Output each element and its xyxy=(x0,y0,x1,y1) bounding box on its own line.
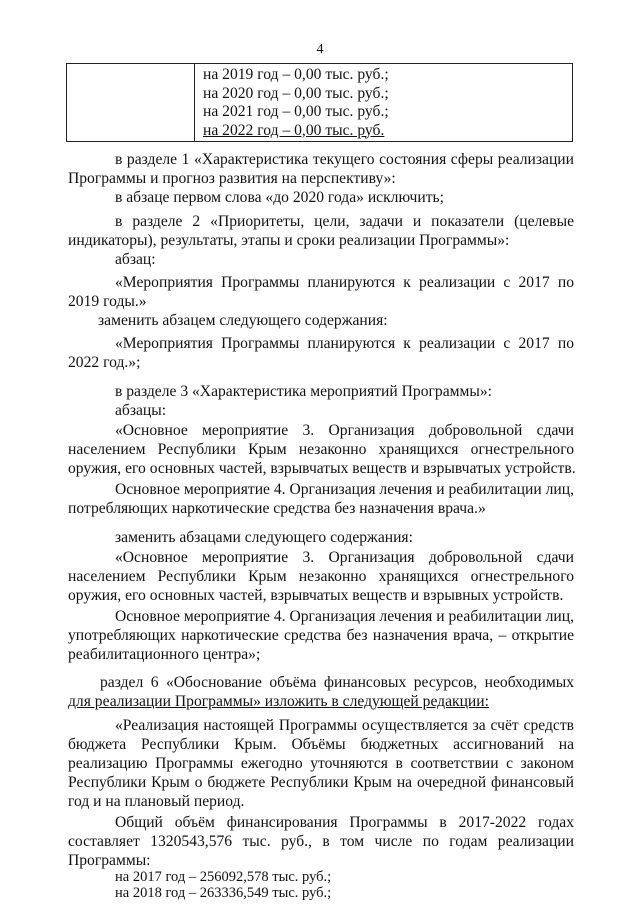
paragraph-remove-words: в абзаце первом слова «до 2020 года» исключить; xyxy=(115,189,444,206)
paragraph-section6-l1: раздел 6 «Обоснование объёма финансовых ресурсов, необходимых xyxy=(100,674,574,691)
paragraph-total-l1: Общий объём финансирования Программы в 2017-2022 годах xyxy=(115,814,574,831)
paragraph-measure3-old-l3: оружия, его основных частей, взрывчатых веществ и взрывчатых устройств. xyxy=(68,460,576,477)
page-number: 4 xyxy=(316,42,324,57)
paragraph-measure3-new-l2: населением Республики Крым незаконно хранящихся огнестрельного xyxy=(68,568,574,585)
paragraph-new-text-l2: 2022 год.»; xyxy=(68,354,141,371)
paragraph-measure4-new-l1: Основное мероприятие 4. Организация лечения и реабилитации лиц, xyxy=(115,608,574,625)
paragraph-total-l3: Программы: xyxy=(68,852,151,869)
year-2018-line: на 2018 год – 263336,549 тыс. руб.; xyxy=(115,885,332,901)
paragraph-realization-l1: «Реализация настоящей Программы осуществляется за счёт средств xyxy=(115,717,574,734)
paragraph-measure3-new-l1: «Основное мероприятие 3. Организация добровольной сдачи xyxy=(115,549,574,566)
paragraph-section2-l1: в разделе 2 «Приоритеты, цели, задачи и показатели (целевые xyxy=(115,213,574,230)
funding-table xyxy=(66,63,573,142)
table-row xyxy=(67,64,573,142)
paragraph-measure4-old-l1: Основное мероприятие 4. Организация лечения и реабилитации лиц, xyxy=(115,481,574,498)
paragraph-measure3-old-l1: «Основное мероприятие 3. Организация добровольной сдачи xyxy=(115,422,574,439)
paragraph-measure4-old-l2: потребляющих наркотические средства без назначения врача.» xyxy=(68,500,486,517)
paragraph-abzacy: абзацы: xyxy=(115,402,167,419)
paragraph-replace-abzacy: заменить абзацами следующего содержания: xyxy=(115,529,413,546)
table-line: на 2021 год – 0,00 тыс. руб.; xyxy=(203,103,389,120)
paragraph-abzac: абзац: xyxy=(115,251,156,268)
paragraph-section1-l2: Программы и прогноз развития на перспективу»: xyxy=(68,170,396,187)
paragraph-measure3-old-l2: населением Республики Крым незаконно хранящихся огнестрельного xyxy=(68,441,574,458)
table-empty-cell xyxy=(67,64,195,142)
paragraph-realization-l2: бюджета Республики Крым. Объёмы бюджетных ассигнований на xyxy=(68,736,574,753)
year-2017-line: на 2017 год – 256092,578 тыс. руб.; xyxy=(115,869,332,885)
paragraph-old-text-l2: 2019 годы.» xyxy=(68,293,147,310)
paragraph-realization-l3: реализацию Программы ежегодно уточняются в соответствии с законом xyxy=(68,755,574,772)
paragraph-replace: заменить абзацем следующего содержания: xyxy=(98,312,388,329)
table-line: на 2020 год – 0,00 тыс. руб.; xyxy=(203,84,389,102)
paragraph-realization-l5: год и на плановый период. xyxy=(68,793,245,810)
paragraph-measure4-new-l2: употребляющих наркотические средства без назначения врача, – открытие xyxy=(68,627,574,644)
table-line: на 2022 год – 0,00 тыс. руб. xyxy=(203,121,385,139)
paragraph-total-l2: составляет 1320543,576 тыс. руб., в том числе по годам реализации xyxy=(68,833,574,850)
table-values-cell xyxy=(195,64,573,142)
paragraph-measure4-new-l3: реабилитационного центра»; xyxy=(68,646,261,663)
paragraph-section6-l2: для реализации Программы» изложить в следующей редакции: xyxy=(68,693,489,710)
paragraph-measure3-new-l3: оружия, его основных частей, взрывчатых веществ и взрывных устройств. xyxy=(68,587,564,604)
paragraph-realization-l4: Республики Крым о бюджете Республики Крым на очередной финансовый xyxy=(68,774,574,791)
paragraph-section2-l2: индикаторы), результаты, этапы и сроки реализации Программы»: xyxy=(68,232,510,249)
paragraph-old-text-l1: «Мероприятия Программы планируются к реализации с 2017 по xyxy=(115,274,574,291)
paragraph-section1-l1: в разделе 1 «Характеристика текущего состояния сферы реализации xyxy=(115,151,574,168)
paragraph-section3: в разделе 3 «Характеристика мероприятий Программы»: xyxy=(115,383,492,400)
paragraph-new-text-l1: «Мероприятия Программы планируются к реализации с 2017 по xyxy=(115,335,574,352)
table-line: на 2019 год – 0,00 тыс. руб.; xyxy=(203,66,389,83)
